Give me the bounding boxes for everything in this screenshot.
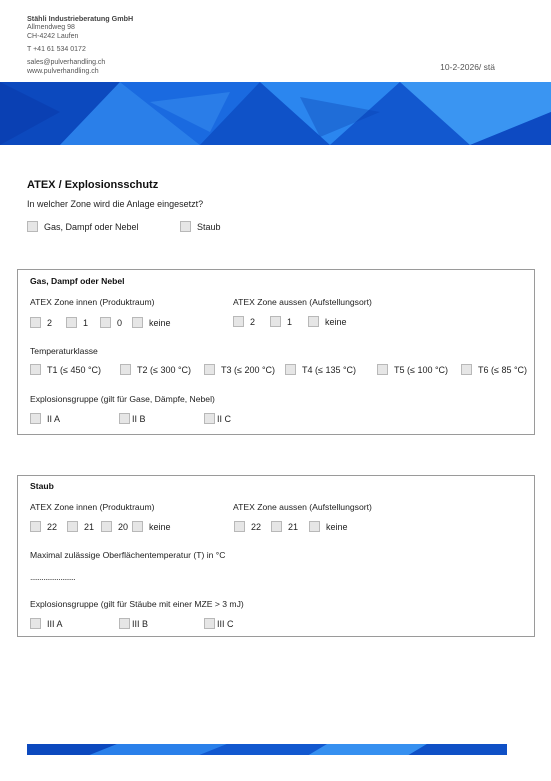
gas-section — [17, 269, 535, 435]
dust-zone-outer-option[interactable] — [271, 521, 298, 532]
option-label: T4 (≤ 135 °C) — [302, 364, 357, 375]
gas-section-title: Gas, Dampf oder Nebel — [30, 276, 125, 286]
company-email[interactable]: sales@pulverhandling.ch — [27, 59, 106, 66]
dust-zone-inner-option[interactable] — [67, 521, 94, 532]
checkbox[interactable] — [271, 521, 282, 532]
option-label: T2 (≤ 300 °C) — [137, 364, 192, 375]
surface-temp-label: Maximal zulässige Oberflächentemperatur (T) in °C — [30, 550, 226, 560]
gas-zone-outer-option[interactable] — [270, 316, 292, 327]
checkbox[interactable] — [204, 413, 215, 424]
checkbox[interactable] — [204, 618, 215, 629]
option-label: 2 — [47, 317, 53, 328]
option-label: T1 (≤ 450 °C) — [47, 364, 102, 375]
option-label: 1 — [287, 316, 293, 327]
gas-zone-inner-option[interactable] — [100, 317, 122, 328]
checkbox[interactable] — [30, 364, 41, 375]
temp-class-option[interactable] — [285, 364, 356, 375]
dust-zone-inner-option[interactable] — [101, 521, 128, 532]
option-label: 21 — [84, 521, 95, 532]
footer-banner — [27, 743, 507, 755]
checkbox[interactable] — [27, 221, 38, 232]
gas-zone-outer-option[interactable] — [308, 316, 347, 327]
banner-graphic — [0, 82, 551, 145]
dust-group-option[interactable] — [30, 618, 63, 629]
temp-class-option[interactable] — [461, 364, 527, 375]
option-label: T6 (≤ 85 °C) — [478, 364, 528, 375]
checkbox[interactable] — [180, 221, 191, 232]
gas-group-option[interactable] — [119, 413, 146, 424]
dust-group-option[interactable] — [119, 618, 148, 629]
option-label: II C — [217, 413, 232, 424]
surface-temp-field[interactable]: ........................ — [30, 572, 76, 582]
checkbox[interactable] — [67, 521, 78, 532]
checkbox[interactable] — [234, 521, 245, 532]
checkbox[interactable] — [101, 521, 112, 532]
company-street: Allmendweg 98 — [27, 24, 75, 31]
option-label: 1 — [83, 317, 89, 328]
temp-class-option[interactable] — [120, 364, 191, 375]
footer-banner-graphic — [27, 744, 507, 755]
option-label: keine — [149, 521, 171, 532]
gas-group-label: Explosionsgruppe (gilt für Gase, Dämpfe, Nebel) — [30, 394, 215, 404]
option-label: III C — [217, 618, 234, 629]
checkbox[interactable] — [377, 364, 388, 375]
gas-zone-inner-option[interactable] — [132, 317, 171, 328]
gas-zone-inner-option[interactable] — [66, 317, 88, 328]
gas-zone-inner-label: ATEX Zone innen (Produktraum) — [30, 297, 155, 307]
checkbox[interactable] — [119, 413, 130, 424]
dust-zone-outer-option[interactable] — [309, 521, 348, 532]
checkbox[interactable] — [461, 364, 472, 375]
checkbox[interactable] — [285, 364, 296, 375]
choice-gas-label: Gas, Dampf oder Nebel — [44, 221, 139, 232]
checkbox[interactable] — [66, 317, 77, 328]
option-label: 22 — [47, 521, 58, 532]
option-label: 20 — [118, 521, 129, 532]
checkbox[interactable] — [309, 521, 320, 532]
option-label: 0 — [117, 317, 123, 328]
checkbox[interactable] — [120, 364, 131, 375]
choice-gas[interactable] — [27, 221, 139, 232]
temp-class-option[interactable] — [377, 364, 448, 375]
company-phone: T +41 61 534 0172 — [27, 46, 86, 53]
checkbox[interactable] — [30, 317, 41, 328]
option-label: 21 — [288, 521, 299, 532]
checkbox[interactable] — [308, 316, 319, 327]
choice-dust[interactable] — [180, 221, 221, 232]
company-name: Stähli Industrieberatung GmbH — [27, 14, 134, 23]
dust-section-title: Staub — [30, 481, 54, 491]
atex-title: ATEX / Explosionsschutz — [27, 179, 159, 191]
option-label: keine — [149, 317, 171, 328]
dust-group-option[interactable] — [204, 618, 234, 629]
header-banner — [0, 82, 551, 145]
option-label: keine — [326, 521, 348, 532]
dust-zone-inner-option[interactable] — [30, 521, 57, 532]
gas-group-option[interactable] — [204, 413, 231, 424]
company-website[interactable]: www.pulverhandling.ch — [27, 68, 99, 75]
dust-section — [17, 475, 535, 637]
checkbox[interactable] — [30, 618, 41, 629]
temp-class-option[interactable] — [30, 364, 101, 375]
option-label: 2 — [250, 316, 256, 327]
option-label: T5 (≤ 100 °C) — [394, 364, 449, 375]
choice-dust-label: Staub — [197, 221, 221, 232]
checkbox[interactable] — [119, 618, 130, 629]
dust-zone-outer-option[interactable] — [234, 521, 261, 532]
checkbox[interactable] — [204, 364, 215, 375]
option-label: II A — [47, 413, 61, 424]
temp-class-option[interactable] — [204, 364, 275, 375]
gas-zone-outer-label: ATEX Zone aussen (Aufstellungsort) — [233, 297, 372, 307]
zone-question: In welcher Zone wird die Anlage eingesetzt? — [27, 199, 204, 209]
checkbox[interactable] — [100, 317, 111, 328]
gas-zone-inner-option[interactable] — [30, 317, 52, 328]
checkbox[interactable] — [30, 521, 41, 532]
checkbox[interactable] — [132, 317, 143, 328]
checkbox[interactable] — [30, 413, 41, 424]
checkbox[interactable] — [132, 521, 143, 532]
option-label: III A — [47, 618, 63, 629]
dust-zone-outer-label: ATEX Zone aussen (Aufstellungsort) — [233, 502, 372, 512]
company-city: CH-4242 Laufen — [27, 33, 79, 40]
option-label: III B — [132, 618, 149, 629]
option-label: T3 (≤ 200 °C) — [221, 364, 276, 375]
dust-zone-inner-label: ATEX Zone innen (Produktraum) — [30, 502, 155, 512]
dust-zone-inner-option[interactable] — [132, 521, 171, 532]
checkbox[interactable] — [270, 316, 281, 327]
document-date: 10-2-2026/ stä — [440, 62, 495, 72]
temp-class-label: Temperaturklasse — [30, 346, 98, 356]
option-label: keine — [325, 316, 347, 327]
gas-group-option[interactable] — [30, 413, 60, 424]
company-address-block — [27, 14, 133, 76]
option-label: 22 — [251, 521, 262, 532]
gas-zone-outer-option[interactable] — [233, 316, 255, 327]
checkbox[interactable] — [233, 316, 244, 327]
dust-group-label: Explosionsgruppe (gilt für Stäube mit einer MZE > 3 mJ) — [30, 599, 244, 609]
option-label: II B — [132, 413, 146, 424]
